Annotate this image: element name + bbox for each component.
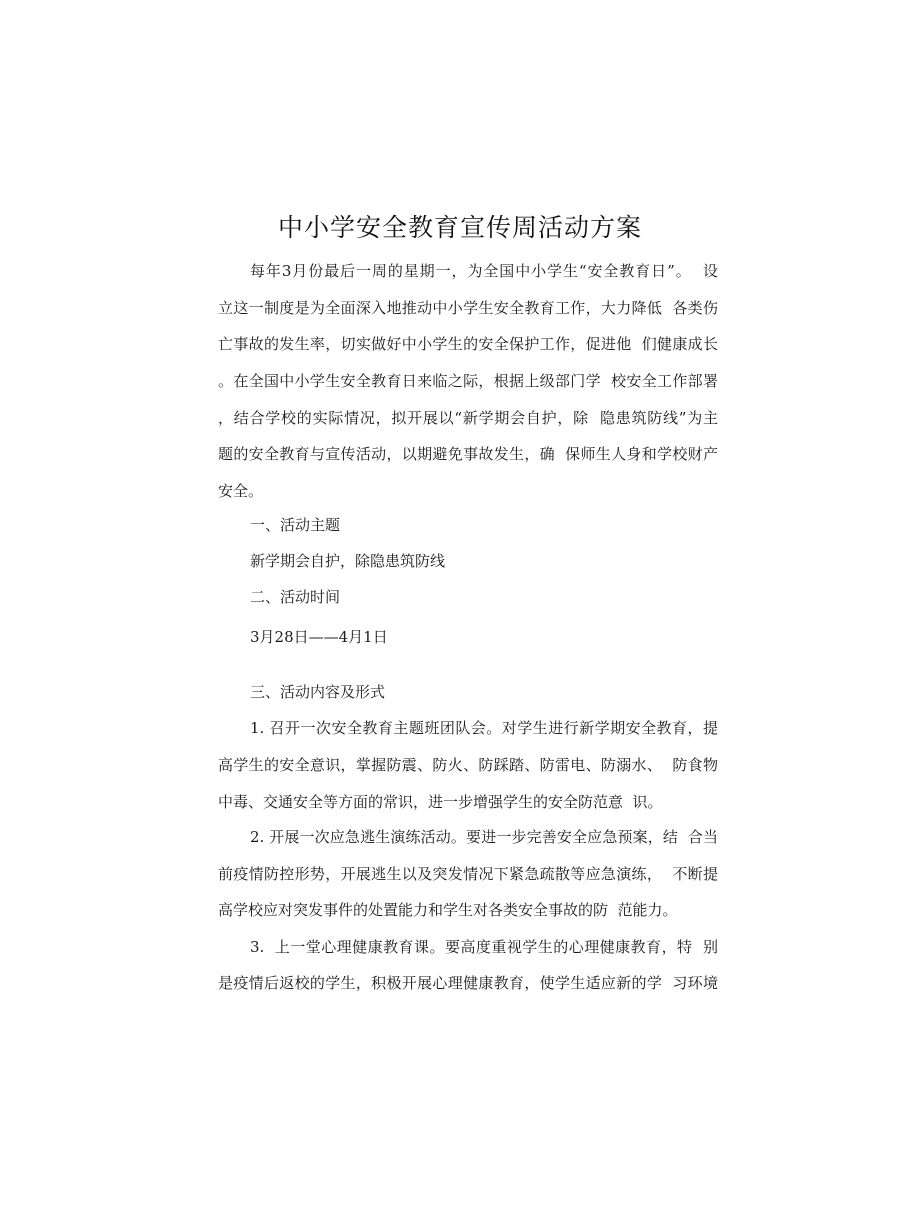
intro-line: 每年3月份最后一周的星期一，为全国中小学生“安全教育日”。 设 [250,262,718,280]
item1-line: 中毒、交通安全等方面的常识，进一步增强学生的安全防范意 识。 [218,793,663,811]
item1-line: 1. 召开一次安全教育主题班团队会。对学生进行新学期安全教育，提 [250,719,718,737]
item2-line: 前疫情防控形势，开展逃生以及突发情况下紧急疏散等应急演练， 不断提 [218,865,718,883]
intro-line: ，结合学校的实际情况，拟开展以“新学期会自护，除 隐患筑防线”为主 [218,409,718,427]
section-content-time: 3月28日——4月1日 [250,628,388,646]
intro-line: 题的安全教育与宣传活动，以期避免事故发生，确 保师生人身和学校财产 [218,445,718,463]
item2-line: 2. 开展一次应急逃生演练活动。要进一步完善安全应急预案，结 合当 [250,828,718,846]
section-heading-content: 三、活动内容及形式 [250,683,386,701]
item1-line: 高学生的安全意识，掌握防震、防火、防踩踏、防雷电、防溺水、 防食物 [218,756,718,774]
section-heading-time: 二、活动时间 [250,588,341,606]
intro-line: 安全。 [218,482,264,500]
intro-line: 。在全国中小学生安全教育日来临之际，根据上级部门学 校安全工作部署 [218,372,718,390]
section-heading-theme: 一、活动主题 [250,516,341,534]
intro-line: 亡事故的发生率，切实做好中小学生的安全保护工作，促进他 们健康成长 [218,335,718,353]
section-content-theme: 新学期会自护，除隐患筑防线 [250,552,446,570]
item3-line: 3. 上一堂心理健康教育课。要高度重视学生的心理健康教育，特 别 [250,938,718,956]
document-title: 中小学安全教育宣传周活动方案 [277,213,642,242]
intro-line: 立这一制度是为全面深入地推动中小学生安全教育工作，大力降低 各类伤 [218,299,718,317]
item2-line: 高学校应对突发事件的处置能力和学生对各类安全事故的防 范能力。 [218,901,678,919]
item3-line: 是疫情后返校的学生，积极开展心理健康教育，使学生适应新的学 习环境 [218,974,718,992]
